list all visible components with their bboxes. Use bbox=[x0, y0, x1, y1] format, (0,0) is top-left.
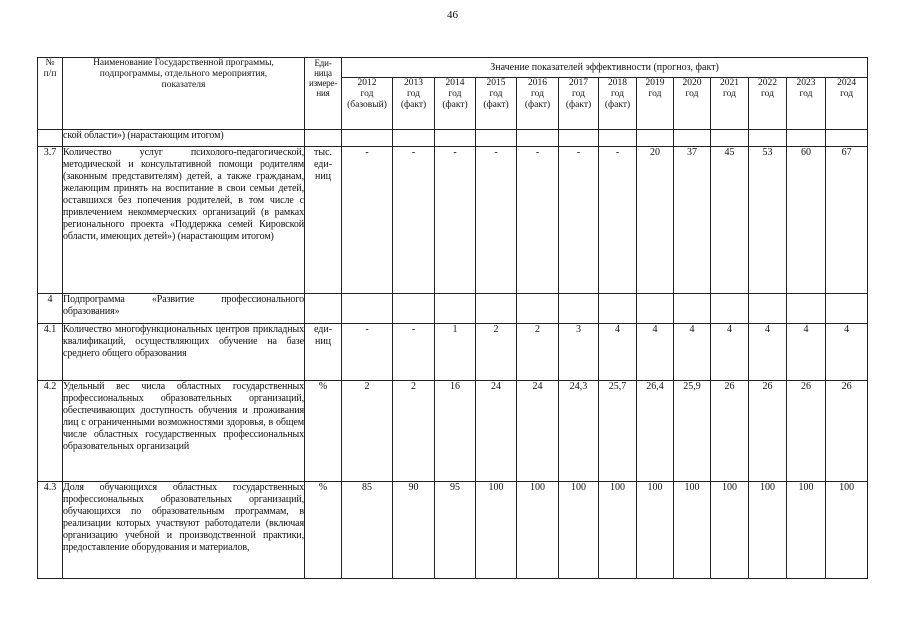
row-number bbox=[38, 130, 63, 147]
value-cell: 26 bbox=[826, 381, 868, 482]
row-unit: % bbox=[305, 482, 342, 579]
value-cell: 26 bbox=[787, 381, 826, 482]
header-year-2012: 2012 год (базовый) bbox=[342, 78, 393, 130]
value-cell bbox=[517, 294, 559, 324]
row-name: Подпрограмма «Развитие профессионального образования» bbox=[63, 294, 305, 324]
value-cell bbox=[435, 294, 476, 324]
value-cell: - bbox=[517, 147, 559, 294]
table-row bbox=[38, 482, 868, 579]
value-cell: 3 bbox=[559, 324, 599, 381]
value-cell: 95 bbox=[435, 482, 476, 579]
value-cell bbox=[787, 294, 826, 324]
row-name: Удельный вес числа областных государственных профессиональных образовательных организаций, обеспечивающих доступность обучения и проживания лиц с ограниченными возможностями здоровья, в общем числе областных государственных профессиональных образовательных организаций bbox=[63, 381, 305, 482]
value-cell bbox=[749, 130, 787, 147]
value-cell: - bbox=[599, 147, 637, 294]
value-cell: 2 bbox=[342, 381, 393, 482]
value-cell: 100 bbox=[749, 482, 787, 579]
value-cell: - bbox=[342, 147, 393, 294]
row-number: 4.3 bbox=[38, 482, 63, 579]
row-unit: % bbox=[305, 381, 342, 482]
row-number: 4.2 bbox=[38, 381, 63, 482]
value-cell: - bbox=[393, 324, 435, 381]
value-cell bbox=[342, 130, 393, 147]
value-cell: 25,7 bbox=[599, 381, 637, 482]
header-year-2016: 2016 год (факт) bbox=[517, 78, 559, 130]
value-cell: 100 bbox=[826, 482, 868, 579]
row-name: Доля обучающихся областных государственных профессиональных образовательных организаций, обучающихся по образовательным программам, в реализации которых участвуют работодатели (включая организацию учебной и производственной практики, предоставление оборудования и материалов, bbox=[63, 482, 305, 579]
value-cell bbox=[476, 130, 517, 147]
row-unit: тыс. еди- ниц bbox=[305, 147, 342, 294]
header-year-2014: 2014 год (факт) bbox=[435, 78, 476, 130]
row-name: ской области») (нарастающим итогом) bbox=[63, 130, 305, 147]
value-cell: - bbox=[559, 147, 599, 294]
value-cell: 2 bbox=[393, 381, 435, 482]
header-number: № п/п bbox=[38, 58, 63, 130]
row-number: 3.7 bbox=[38, 147, 63, 294]
value-cell: 26 bbox=[749, 381, 787, 482]
value-cell: 16 bbox=[435, 381, 476, 482]
row-name: Количество многофункциональных центров прикладных квалификаций, осуществляющих обучение на базе среднего общего образования bbox=[63, 324, 305, 381]
value-cell: 4 bbox=[599, 324, 637, 381]
value-cell bbox=[559, 294, 599, 324]
header-indicator-values: Значение показателей эффективности (прогноз, факт) bbox=[342, 58, 868, 78]
value-cell: 4 bbox=[637, 324, 674, 381]
value-cell: 26 bbox=[711, 381, 749, 482]
value-cell: 1 bbox=[435, 324, 476, 381]
value-cell: 37 bbox=[674, 147, 711, 294]
value-cell bbox=[711, 294, 749, 324]
value-cell bbox=[674, 130, 711, 147]
value-cell bbox=[435, 130, 476, 147]
value-cell: 100 bbox=[599, 482, 637, 579]
value-cell bbox=[826, 294, 868, 324]
row-number: 4 bbox=[38, 294, 63, 324]
row-unit bbox=[305, 294, 342, 324]
value-cell: 4 bbox=[674, 324, 711, 381]
header-year-2013: 2013 год (факт) bbox=[393, 78, 435, 130]
value-cell: 2 bbox=[517, 324, 559, 381]
value-cell: 85 bbox=[342, 482, 393, 579]
value-cell: 67 bbox=[826, 147, 868, 294]
table-row bbox=[38, 381, 868, 482]
table-row bbox=[38, 147, 868, 294]
value-cell: 100 bbox=[711, 482, 749, 579]
value-cell: 53 bbox=[749, 147, 787, 294]
row-unit: еди- ниц bbox=[305, 324, 342, 381]
value-cell: 4 bbox=[749, 324, 787, 381]
value-cell: 24 bbox=[476, 381, 517, 482]
header-year-2022: 2022 год bbox=[749, 78, 787, 130]
value-cell: 2 bbox=[476, 324, 517, 381]
value-cell: 20 bbox=[637, 147, 674, 294]
value-cell: 4 bbox=[826, 324, 868, 381]
value-cell: 100 bbox=[674, 482, 711, 579]
value-cell: 4 bbox=[711, 324, 749, 381]
value-cell bbox=[599, 294, 637, 324]
row-name: Количество услуг психолого-педагогической, методической и консультативной помощи родителям (законным представителям) детей, а также гражданам, желающим принять на воспитание в свои семьи детей, оставшихся без попечения родителей, в том числе с привлечением некоммерческих организаций (в рамках регионального проекта «Поддержка семей Кировской области, имеющих детей») (нарастающим итогом) bbox=[63, 147, 305, 294]
value-cell: 90 bbox=[393, 482, 435, 579]
header-year-2017: 2017 год (факт) bbox=[559, 78, 599, 130]
value-cell bbox=[599, 130, 637, 147]
value-cell: 100 bbox=[637, 482, 674, 579]
indicators-table bbox=[37, 57, 868, 579]
row-number: 4.1 bbox=[38, 324, 63, 381]
header-year-2015: 2015 год (факт) bbox=[476, 78, 517, 130]
header-name: Наименование Государственной программы, подпрограммы, отдельного мероприятия, показателя bbox=[63, 58, 305, 130]
value-cell: 25,9 bbox=[674, 381, 711, 482]
header-unit: Еди- ница измере- ния bbox=[305, 58, 342, 130]
row-unit bbox=[305, 130, 342, 147]
header-year-2024: 2024 год bbox=[826, 78, 868, 130]
header-year-2018: 2018 год (факт) bbox=[599, 78, 637, 130]
table-row bbox=[38, 324, 868, 381]
value-cell: 60 bbox=[787, 147, 826, 294]
value-cell bbox=[517, 130, 559, 147]
value-cell bbox=[559, 130, 599, 147]
value-cell: 24,3 bbox=[559, 381, 599, 482]
value-cell bbox=[637, 130, 674, 147]
value-cell: - bbox=[342, 324, 393, 381]
header-year-2019: 2019 год bbox=[637, 78, 674, 130]
value-cell: 24 bbox=[517, 381, 559, 482]
value-cell bbox=[826, 130, 868, 147]
value-cell bbox=[393, 130, 435, 147]
value-cell: - bbox=[393, 147, 435, 294]
value-cell bbox=[787, 130, 826, 147]
value-cell bbox=[342, 294, 393, 324]
page-number: 46 bbox=[447, 9, 458, 21]
value-cell: - bbox=[476, 147, 517, 294]
value-cell bbox=[637, 294, 674, 324]
header-year-2023: 2023 год bbox=[787, 78, 826, 130]
value-cell bbox=[476, 294, 517, 324]
value-cell: 100 bbox=[787, 482, 826, 579]
table-row bbox=[38, 130, 868, 147]
value-cell bbox=[393, 294, 435, 324]
value-cell: 26,4 bbox=[637, 381, 674, 482]
value-cell bbox=[711, 130, 749, 147]
value-cell bbox=[674, 294, 711, 324]
value-cell: - bbox=[435, 147, 476, 294]
value-cell: 100 bbox=[476, 482, 517, 579]
header-year-2020: 2020 год bbox=[674, 78, 711, 130]
value-cell: 4 bbox=[787, 324, 826, 381]
value-cell: 45 bbox=[711, 147, 749, 294]
value-cell: 100 bbox=[559, 482, 599, 579]
header-year-2021: 2021 год bbox=[711, 78, 749, 130]
value-cell: 100 bbox=[517, 482, 559, 579]
table-row bbox=[38, 294, 868, 324]
value-cell bbox=[749, 294, 787, 324]
